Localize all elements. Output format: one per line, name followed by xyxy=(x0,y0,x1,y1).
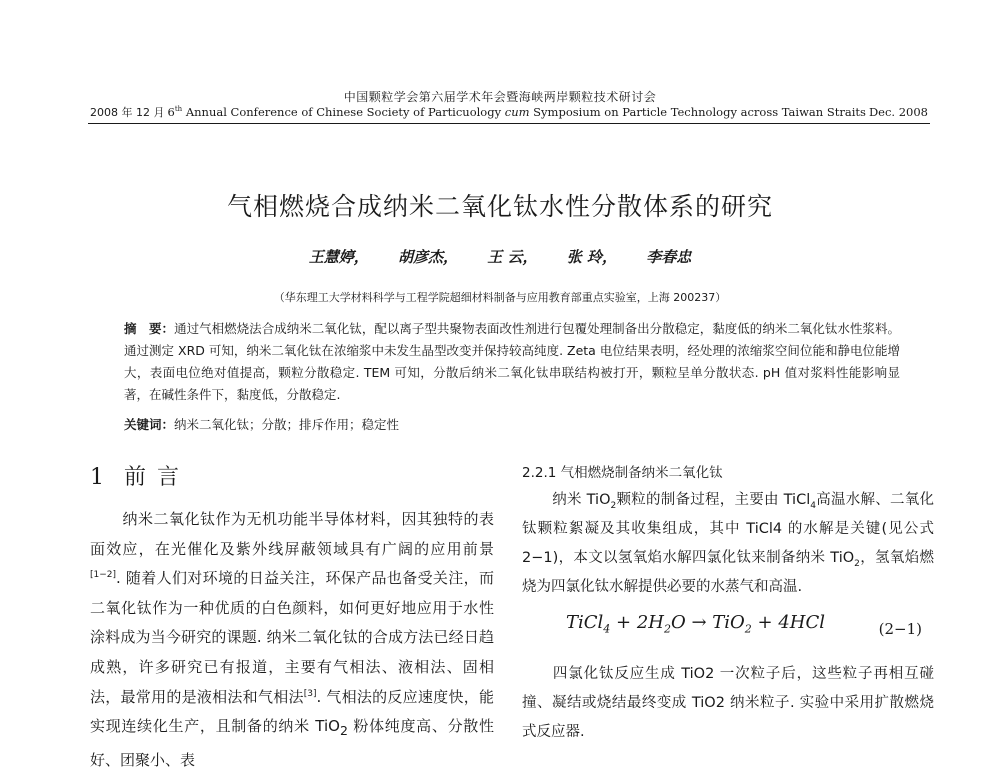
intro-subscript: 2 xyxy=(339,723,348,739)
keywords xyxy=(124,414,900,436)
conference-cum: cum xyxy=(504,105,530,119)
header-date-en: Dec. 2008 xyxy=(868,105,928,119)
keywords-label: 关键词： xyxy=(124,417,175,432)
abstract xyxy=(124,318,900,406)
conference-title-en xyxy=(168,105,866,119)
conference-name-text: Annual Conference of Chinese Society of Particuology xyxy=(182,105,505,119)
author-5: 李春忠 xyxy=(646,248,692,266)
conference-ordinal-suffix: th xyxy=(174,105,183,114)
method2-text: 四氯化钛反应生成 TiO2 一次粒子后，这些粒子再相互碰撞、凝结或烧结最终变成 TiO2 纳米粒子. 实验中采用扩散燃烧式反应器. xyxy=(522,666,934,740)
method-text-d: ，氢氧焰燃烧为四氯化钛水解提供必要的水蒸气和高温. xyxy=(522,550,934,595)
abstract-label: 摘 要： xyxy=(124,321,175,336)
method-sub-c: 2 xyxy=(854,558,860,569)
intro-paragraph xyxy=(90,505,494,775)
method-sub-b: 4 xyxy=(810,500,816,511)
method-text-b: 颗粒的制备过程，主要由 TiCl xyxy=(616,492,811,508)
method-paragraph-2 xyxy=(522,660,934,747)
section-title: 前 言 xyxy=(124,465,181,490)
abstract-text: 通过气相燃烧法合成纳米二氧化钛，配以离子型共聚物表面改性剂进行包覆处理制备出分散稳定，黏度低的纳米二氧化钛水性浆料。通过测定 XRD 可知，纳米二氧化钛在浓缩浆中未发生晶型改变并保持较高纯度. Zeta 电位结果表明，经处理的浓缩浆空间位能和静电位能增大，表面电位绝对值提高，颗粒分散稳定. TEM 可知，分散后纳米二氧化钛串联结构被打开，颗粒呈单分散状态. pH 值对浆料性能影响显著，在碱性条件下，黏度低，分散稳定. xyxy=(124,321,900,402)
method-text-c: 高温水解、二氧化钛颗粒絮凝及其收集组成，其中 TiCl4 的水解是关键(见公式 2−1)，本文以氢氧焰水解四氯化钛来制备纳米 TiO xyxy=(522,492,935,566)
header-date-cn: 2008 年 12 月 xyxy=(90,106,165,119)
author-2: 胡彦杰， xyxy=(398,248,459,266)
affiliation: （华东理工大学材料科学与工程学院超细材料制备与应用教育部重点实验室，上海 200237） xyxy=(273,291,727,304)
header-rule xyxy=(88,123,930,124)
method-text-a: 纳米 TiO xyxy=(552,492,611,508)
running-header xyxy=(90,104,928,122)
conference-name-tail: Symposium on Particle Technology across Taiwan Straits xyxy=(529,105,866,119)
equation-2-1 xyxy=(522,606,934,654)
keywords-text: 纳米二氧化钛；分散；排斥作用；稳定性 xyxy=(174,417,400,432)
intro-text-a: 纳米二氧化钛作为无机功能半导体材料，因其独特的表面效应，在光催化及紫外线屏蔽领域具有广阔的应用前景 xyxy=(90,510,494,558)
paper-title: 气相燃烧合成纳米二氧化钛水性分散体系的研究 xyxy=(226,192,773,221)
intro-text-c: . 气相法的反应速度快，能实现连续化生产，且制备的纳米 TiO xyxy=(90,687,494,736)
citation-3: [3] xyxy=(303,688,317,699)
equation-number: (2−1) xyxy=(878,620,922,638)
subsection-heading-221: 2.2.1 气相燃烧制备纳米二氧化钛 xyxy=(522,465,723,481)
conference-title-cn: 中国颗粒学会第六届学术年会暨海峡两岸颗粒技术研讨会 xyxy=(343,90,657,104)
right-column xyxy=(522,460,934,747)
section-heading-intro xyxy=(90,460,181,491)
intro-text-d: 粉体纯度高、分散性好、团聚小、表 xyxy=(90,717,494,769)
method-paragraph xyxy=(522,486,934,602)
section-number: 1 xyxy=(90,465,106,490)
conference-ordinal: 6 xyxy=(167,105,175,119)
author-1: 王慧婷， xyxy=(308,248,369,266)
author-4: 张 玲， xyxy=(566,248,617,266)
author-list xyxy=(0,246,1000,267)
citation-1-2: [1−2] xyxy=(90,570,117,581)
equation-formula: TiCl$_4$ + $2H_2O \to TiO_2 + 4HCl$ xyxy=(566,612,826,636)
method-sub-a: 2 xyxy=(610,500,617,511)
intro-text-b: . 随着人们对环境的日益关注，环保产品也备受关注，而二氧化钛作为一种优质的白色颜料，如何更好地应用于水性涂料成为当今研究的课题. 纳米二氧化钛的合成方法已经日趋成熟，许多研究已有报道，主要有气相法、液相法、固相法，最常用的是液相法和气相法 xyxy=(90,569,494,706)
author-3: 王 云， xyxy=(487,248,538,266)
